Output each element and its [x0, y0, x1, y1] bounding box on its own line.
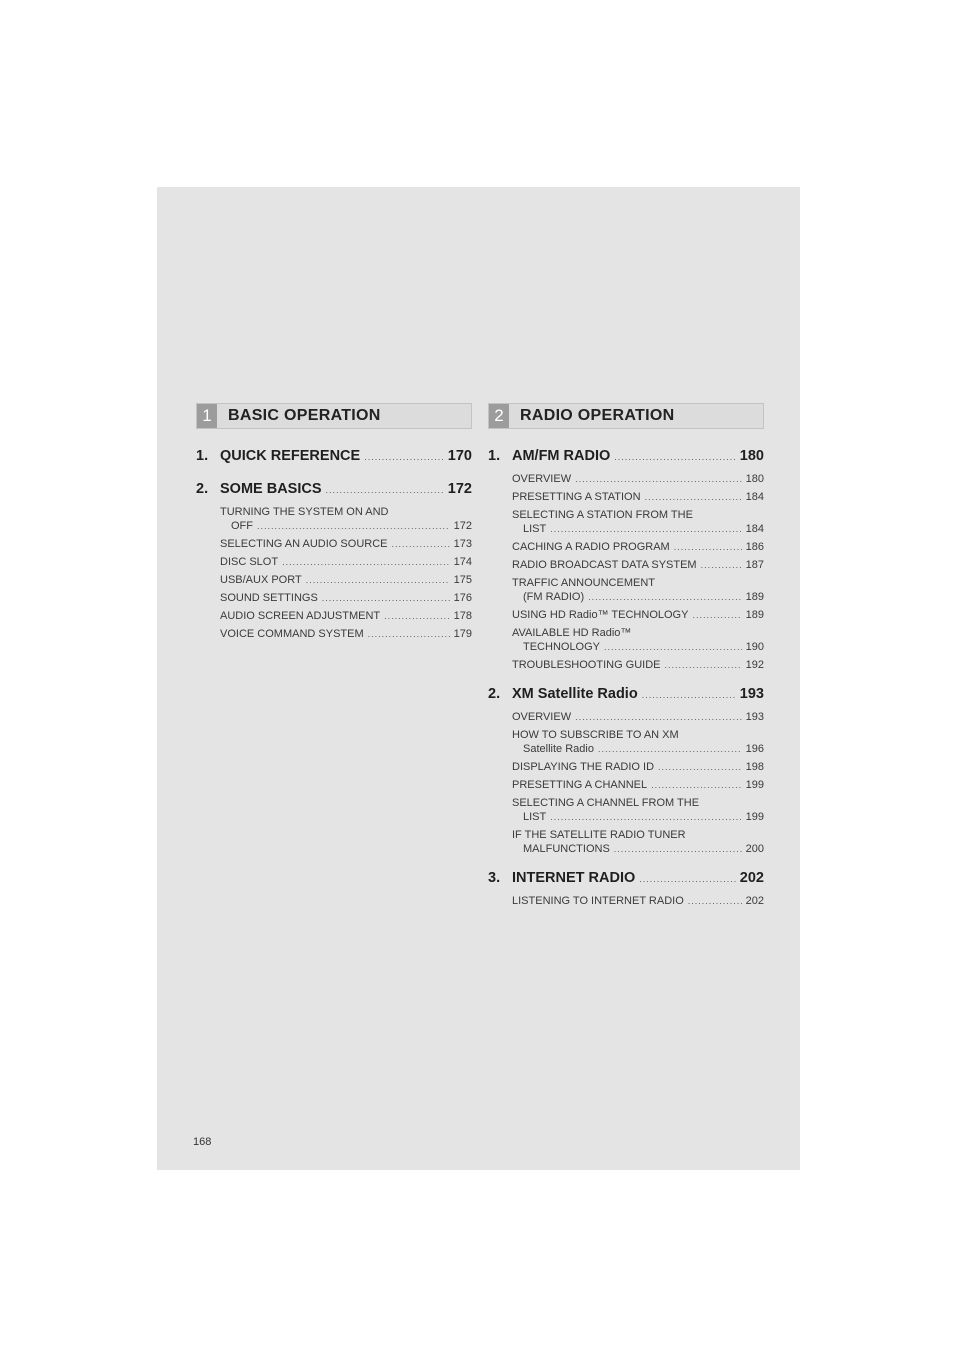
subentry-row [220, 591, 472, 605]
subentry-title: SELECTING AN AUDIO SOURCE [220, 538, 388, 550]
dot-leader [550, 522, 741, 536]
entry-page: 193 [739, 686, 764, 702]
subentry-title: OVERVIEW [512, 711, 572, 723]
dot-leader [306, 573, 450, 587]
section-number: 1 [197, 404, 217, 428]
toc-subentry[interactable] [512, 490, 764, 504]
subentry-title-line1: TURNING THE SYSTEM ON AND [220, 506, 389, 518]
subentry-row [512, 540, 764, 554]
subentry-title: CACHING A RADIO PROGRAM [512, 541, 670, 553]
toc-subentry[interactable] [220, 591, 472, 605]
subentry-row [512, 778, 764, 792]
toc-subentry[interactable] [512, 558, 764, 572]
dot-leader [658, 760, 742, 774]
subentry-row [512, 810, 764, 824]
entry-page: 180 [739, 448, 764, 464]
subentry-list [512, 710, 764, 856]
subentry-page: 184 [745, 523, 764, 535]
dot-leader [604, 640, 742, 654]
toc-subentry[interactable] [512, 626, 764, 654]
subentry-title-line1: TRAFFIC ANNOUNCEMENT [512, 577, 655, 589]
subentry-page: 184 [745, 491, 764, 503]
entry-title: INTERNET RADIO [512, 870, 636, 886]
dot-leader [257, 519, 450, 533]
dot-leader [598, 742, 742, 756]
toc-subentry[interactable] [220, 537, 472, 551]
entry-title: SOME BASICS [220, 481, 322, 497]
subentry-row [512, 742, 764, 756]
toc-subentry[interactable] [512, 658, 764, 672]
toc-subentry[interactable] [220, 609, 472, 623]
section-number: 2 [489, 404, 509, 428]
dot-leader [639, 869, 736, 889]
subentry-page: 199 [745, 811, 764, 823]
subentry-title: SOUND SETTINGS [220, 592, 318, 604]
dot-leader [575, 472, 742, 486]
subentry-list [220, 505, 472, 641]
toc-subentry[interactable] [512, 608, 764, 622]
entry-number: 3. [488, 870, 501, 886]
subentry-row [512, 658, 764, 672]
entry-number: 2. [196, 481, 209, 497]
subentry-page: 174 [453, 556, 472, 568]
subentry-list [512, 472, 764, 672]
dot-leader [651, 778, 742, 792]
dot-leader [645, 490, 742, 504]
subentry-row [512, 558, 764, 572]
subentry-row [512, 760, 764, 774]
entry-page: 172 [447, 481, 472, 497]
subentry-title: OFF [231, 520, 253, 532]
subentry-page: 192 [745, 659, 764, 671]
dot-leader [575, 710, 742, 724]
dot-leader [588, 590, 742, 604]
subentry-title-line1: AVAILABLE HD Radio™ [512, 627, 632, 639]
subentry-page: 190 [745, 641, 764, 653]
toc-subentry[interactable] [512, 894, 764, 908]
dot-leader [368, 627, 450, 641]
subentry-page: 173 [453, 538, 472, 550]
toc-entry[interactable] [196, 479, 472, 500]
subentry-row [220, 609, 472, 623]
toc-entry[interactable] [196, 446, 472, 467]
section-title: BASIC OPERATION [228, 407, 381, 424]
subentry-page: 202 [745, 895, 764, 907]
subentry-title: DISC SLOT [220, 556, 279, 568]
subentry-row [512, 490, 764, 504]
toc-subentry[interactable] [512, 796, 764, 824]
subentry-page: 172 [453, 520, 472, 532]
section-header [196, 403, 472, 429]
toc-entry[interactable] [488, 446, 764, 467]
subentry-title: TECHNOLOGY [523, 641, 601, 653]
toc-subentry[interactable] [220, 505, 472, 533]
dot-leader [322, 591, 450, 605]
subentry-page: 198 [745, 761, 764, 773]
entry-title: AM/FM RADIO [512, 448, 611, 464]
subentry-title: Satellite Radio [523, 743, 594, 755]
dot-leader [674, 540, 742, 554]
subentry-row [220, 537, 472, 551]
subentry-title: LISTENING TO INTERNET RADIO [512, 895, 684, 907]
subentry-page: 189 [745, 591, 764, 603]
dot-leader [614, 842, 742, 856]
toc-subentry[interactable] [512, 576, 764, 604]
page-number: 168 [193, 1136, 212, 1148]
toc-subentry[interactable] [220, 555, 472, 569]
subentry-title: VOICE COMMAND SYSTEM [220, 628, 364, 640]
dot-leader [614, 447, 736, 467]
toc-subentry[interactable] [512, 728, 764, 756]
section-title: RADIO OPERATION [520, 407, 675, 424]
toc-list [196, 446, 472, 641]
dot-leader [692, 608, 741, 622]
subentry-title: USB/AUX PORT [220, 574, 302, 586]
toc-subentry[interactable] [512, 472, 764, 486]
dot-leader [364, 447, 444, 467]
dot-leader [688, 894, 742, 908]
toc-list [488, 446, 764, 908]
subentry-page: 175 [453, 574, 472, 586]
subentry-row [220, 573, 472, 587]
section-radio-operation [488, 403, 764, 912]
entry-number: 1. [488, 448, 501, 464]
subentry-row [512, 472, 764, 486]
subentry-title: DISPLAYING THE RADIO ID [512, 761, 655, 773]
subentry-title: (FM RADIO) [523, 591, 585, 603]
subentry-title: OVERVIEW [512, 473, 572, 485]
subentry-title-line1: SELECTING A STATION FROM THE [512, 509, 693, 521]
dot-leader [391, 537, 449, 551]
subentry-title: TROUBLESHOOTING GUIDE [512, 659, 661, 671]
subentry-row [512, 608, 764, 622]
subentry-row [220, 555, 472, 569]
subentry-page: 187 [745, 559, 764, 571]
section-header [488, 403, 764, 429]
subentry-title-line1: IF THE SATELLITE RADIO TUNER [512, 829, 686, 841]
entry-title: XM Satellite Radio [512, 686, 638, 702]
subentry-title-line1: HOW TO SUBSCRIBE TO AN XM [512, 729, 679, 741]
toc-subentry[interactable] [512, 778, 764, 792]
subentry-page: 186 [745, 541, 764, 553]
subentry-page: 180 [745, 473, 764, 485]
dot-leader [282, 555, 450, 569]
subentry-title: MALFUNCTIONS [523, 843, 610, 855]
subentry-title: LIST [523, 811, 547, 823]
dot-leader [642, 685, 736, 705]
subentry-title: USING HD Radio™ TECHNOLOGY [512, 609, 689, 621]
subentry-row [512, 710, 764, 724]
dot-leader [665, 658, 742, 672]
toc-subentry[interactable] [512, 828, 764, 856]
subentry-row [512, 894, 764, 908]
subentry-title: AUDIO SCREEN ADJUSTMENT [220, 610, 381, 622]
section-basic-operation [196, 403, 472, 645]
subentry-page: 196 [745, 743, 764, 755]
toc-subentry[interactable] [512, 508, 764, 536]
subentry-row [512, 842, 764, 856]
dot-leader [701, 558, 742, 572]
subentry-page: 176 [453, 592, 472, 604]
subentry-page: 189 [745, 609, 764, 621]
subentry-row [512, 590, 764, 604]
toc-subentry[interactable] [220, 573, 472, 587]
subentry-page: 199 [745, 779, 764, 791]
subentry-row [220, 519, 472, 533]
toc-entry[interactable] [488, 868, 764, 889]
subentry-title-line1: SELECTING A CHANNEL FROM THE [512, 797, 700, 809]
toc-subentry[interactable] [512, 760, 764, 774]
subentry-page: 179 [453, 628, 472, 640]
entry-number: 1. [196, 448, 209, 464]
subentry-page: 178 [453, 610, 472, 622]
subentry-row [220, 627, 472, 641]
subentry-row [512, 640, 764, 654]
toc-subentry[interactable] [512, 710, 764, 724]
entry-page: 202 [739, 870, 764, 886]
entry-title: QUICK REFERENCE [220, 448, 361, 464]
subentry-title: PRESETTING A STATION [512, 491, 641, 503]
subentry-page: 200 [745, 843, 764, 855]
subentry-title: PRESETTING A CHANNEL [512, 779, 648, 791]
toc-subentry[interactable] [220, 627, 472, 641]
subentry-title: RADIO BROADCAST DATA SYSTEM [512, 559, 697, 571]
subentry-row [512, 522, 764, 536]
entry-page: 170 [447, 448, 472, 464]
toc-entry[interactable] [488, 684, 764, 705]
subentry-title: LIST [523, 523, 547, 535]
manual-page [157, 187, 800, 1170]
dot-leader [384, 609, 450, 623]
toc-subentry[interactable] [512, 540, 764, 554]
subentry-page: 193 [745, 711, 764, 723]
entry-number: 2. [488, 686, 501, 702]
dot-leader [326, 480, 444, 500]
subentry-list [512, 894, 764, 908]
dot-leader [550, 810, 741, 824]
